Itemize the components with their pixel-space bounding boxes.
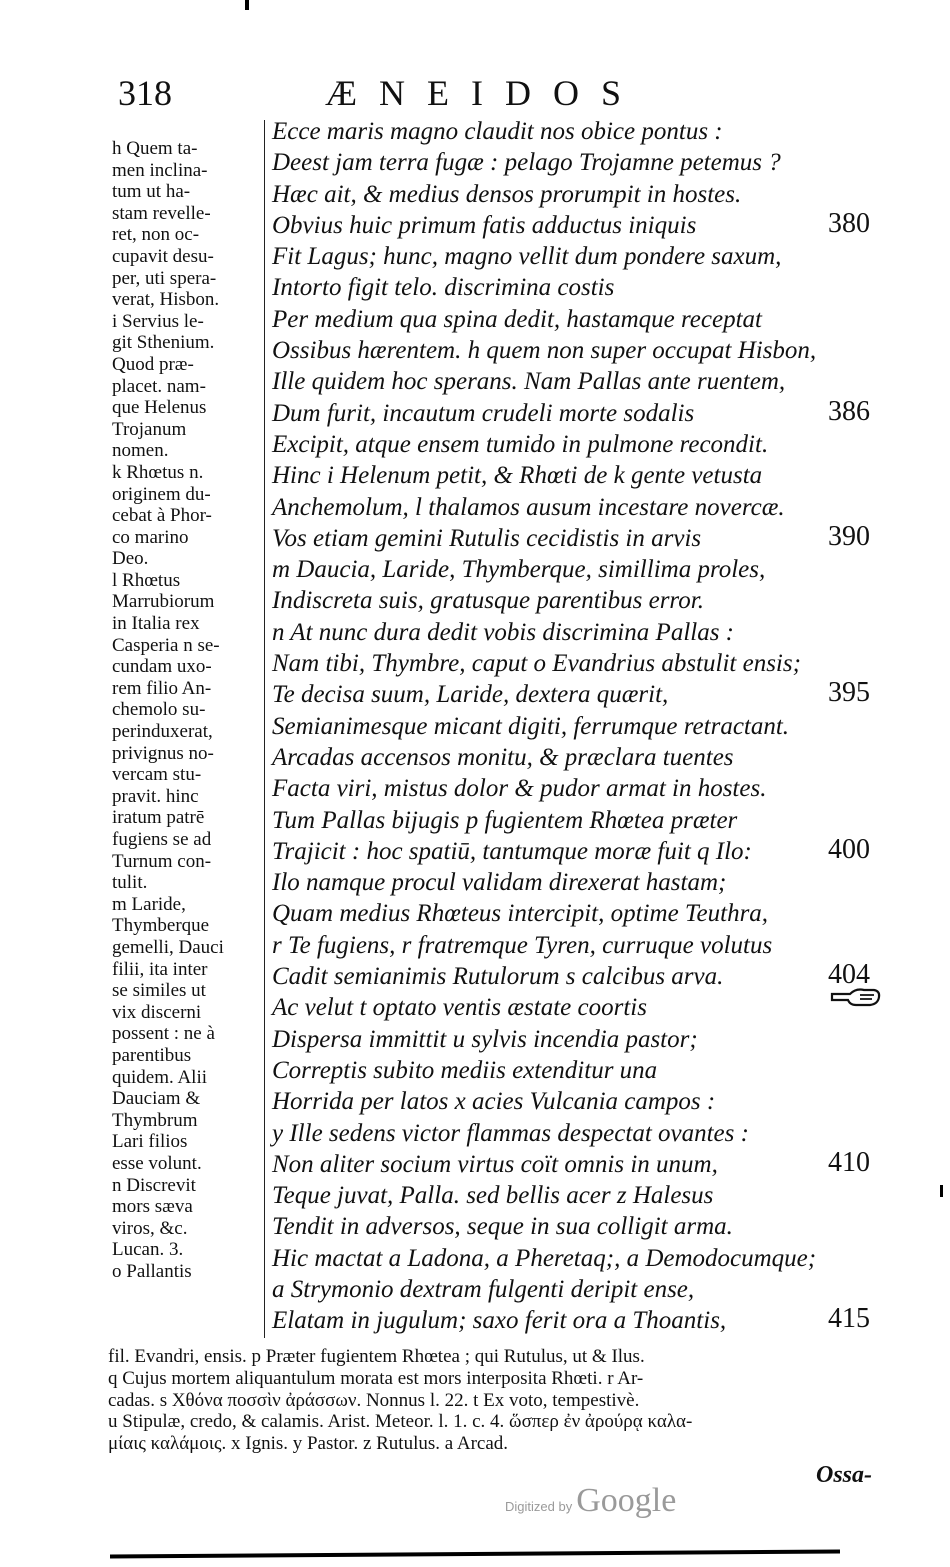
verse-text: Facta viri, mistus dolor & pudor armat in hostes. bbox=[272, 775, 767, 803]
verse-line bbox=[272, 366, 912, 397]
margin-notes bbox=[112, 138, 262, 1282]
margin-note-line: Marrubiorum bbox=[112, 591, 215, 613]
margin-note-line: fugiens se ad bbox=[112, 829, 212, 850]
margin-note-line: in Italia rex bbox=[112, 613, 200, 635]
verse-text: Intorto figit telo. discrimina costis bbox=[272, 274, 615, 302]
verse-text: Hic mactat a Ladona, a Pheretaq;, a Demodocumque; bbox=[272, 1244, 817, 1272]
margin-note-line: Casperia n se- bbox=[112, 634, 220, 656]
verse-text: Correptis subito mediis extenditur una bbox=[272, 1056, 658, 1084]
verse-text: Ac velut t optato ventis æstate coortis bbox=[272, 994, 647, 1022]
margin-note-line: pravit. hinc bbox=[112, 785, 199, 807]
verse-line bbox=[272, 1180, 912, 1211]
margin-note-line: tum ut ha- bbox=[112, 181, 191, 203]
watermark-brand: Google bbox=[576, 1482, 677, 1519]
verse-line bbox=[272, 1211, 912, 1242]
line-number: 400 bbox=[828, 833, 870, 865]
verse-text: Per medium qua spina dedit, hastamque receptat bbox=[272, 305, 762, 333]
verse-line bbox=[272, 116, 912, 147]
pointing-hand-icon bbox=[830, 984, 882, 1010]
verse-text: Te decisa suum, Laride, dextera quærit, bbox=[272, 681, 669, 709]
verse-column bbox=[272, 116, 912, 1337]
verse-line bbox=[272, 147, 912, 178]
margin-note-line: men inclina- bbox=[112, 159, 208, 181]
margin-note-line: vix discerni bbox=[112, 1001, 202, 1023]
margin-note-line: co marino bbox=[112, 526, 189, 548]
footnote-line: u Stipulæ, credo, & calamis. Arist. Meteor. l. 1. c. 4. ὥσπερ ἐν ἀρούρᾳ καλα- bbox=[108, 1411, 693, 1433]
margin-note-line: possent : ne à bbox=[112, 1023, 215, 1045]
verse-text: Tendit in adversos, seque in sua colligit arma. bbox=[272, 1213, 733, 1241]
verse-line bbox=[272, 272, 912, 303]
page-number: 318 bbox=[118, 73, 172, 113]
margin-note-line: mors sæva bbox=[112, 1196, 193, 1218]
verse-line bbox=[272, 1305, 912, 1336]
margin-note-line: Trojanum bbox=[112, 418, 187, 440]
verse-line bbox=[272, 742, 912, 773]
line-number: 404 bbox=[828, 959, 870, 991]
margin-note-line: gemelli, Dauci bbox=[112, 936, 224, 958]
verse-line bbox=[272, 429, 912, 460]
verse-text: Hæc ait, & medius densos prorumpit in hostes. bbox=[272, 180, 742, 208]
margin-note-line: viros, &c. bbox=[112, 1217, 188, 1239]
verse-line bbox=[272, 1118, 912, 1149]
verse-line bbox=[272, 1086, 912, 1117]
margin-note-line: esse volunt. bbox=[112, 1152, 202, 1174]
verse-text: m Daucia, Laride, Thymberque, simillima proles, bbox=[272, 556, 766, 584]
footnote-line: q Cujus mortem aliquantulum morata est mors interposita Rhœti. r Ar- bbox=[108, 1367, 644, 1389]
verse-line bbox=[272, 1055, 912, 1086]
margin-note-line: rem filio An- bbox=[112, 677, 212, 699]
watermark-prefix: Digitized by bbox=[505, 1499, 573, 1514]
verse-line bbox=[272, 520, 912, 554]
margin-note-line: Turnum con- bbox=[112, 850, 212, 872]
verse-line bbox=[272, 898, 912, 929]
margin-note-line: verat, Hisbon. bbox=[112, 289, 220, 311]
verse-line bbox=[272, 1024, 912, 1055]
margin-note-line: que Helenus bbox=[112, 397, 207, 419]
verse-text: n At nunc dura dedit vobis discrimina Pallas : bbox=[272, 618, 735, 646]
margin-note-line: Thymbrum bbox=[112, 1109, 198, 1131]
margin-note-line: se similes ut bbox=[112, 980, 206, 1002]
verse-text: Deest jam terra fugæ : pelago Trojamne petemus ? bbox=[272, 149, 781, 177]
verse-line bbox=[272, 1274, 912, 1305]
verse-line bbox=[272, 460, 912, 491]
margin-note-line: cupavit desu- bbox=[112, 245, 214, 267]
margin-note-line: m Laride, bbox=[112, 893, 186, 915]
verse-text: Excipit, atque ensem tumido in pulmone recondit. bbox=[272, 430, 769, 458]
margin-note-line: parentibus bbox=[112, 1044, 192, 1066]
verse-text: Ossibus hærentem. h quem non super occupat Hisbon, bbox=[272, 337, 817, 365]
margin-note-line: o Pallantis bbox=[112, 1260, 192, 1282]
digitized-watermark bbox=[505, 1482, 676, 1520]
verse-text: Cadit semianimis Rutulorum s calcibus arva. bbox=[272, 963, 724, 991]
verse-line bbox=[272, 554, 912, 585]
margin-note-line: originem du- bbox=[112, 483, 211, 505]
margin-note-line: cundam uxo- bbox=[112, 656, 212, 678]
margin-note-line: i Servius le- bbox=[112, 310, 204, 332]
verse-line bbox=[272, 805, 912, 836]
verse-line bbox=[272, 648, 912, 679]
verse-text: Obvius huic primum fatis adductus iniquis bbox=[272, 211, 697, 239]
verse-line bbox=[272, 241, 912, 272]
verse-text: Nam tibi, Thymbre, caput o Evandrius abstulit ensis; bbox=[272, 650, 801, 678]
verse-text: Tum Pallas bijugis p fugientem Rhœtea præter bbox=[272, 806, 738, 834]
margin-note-line: placet. nam- bbox=[112, 375, 206, 397]
verse-text: y Ille sedens victor flammas despectat ovantes : bbox=[272, 1119, 749, 1147]
margin-note-line: iratum patrē bbox=[112, 807, 205, 829]
margin-note-line: git Sthenium. bbox=[112, 332, 215, 354]
verse-line bbox=[272, 992, 912, 1023]
verse-text: r Te fugiens, r fratremque Tyren, curruque volutus bbox=[272, 931, 773, 959]
margin-note-line: Deo. bbox=[112, 548, 149, 570]
verse-text: Arcadas accensos monitu, & præclara tuentes bbox=[272, 743, 734, 771]
verse-text: Trajicit : hoc spatiū, tantumque moræ fuit q Ilo: bbox=[272, 837, 752, 865]
verse-text: Hinc i Helenum petit, & Rhœti de k gente vetusta bbox=[272, 462, 763, 490]
verse-line bbox=[272, 335, 912, 366]
running-head: ÆNEIDOS bbox=[325, 73, 644, 113]
margin-note-line: stam revelle- bbox=[112, 202, 211, 224]
margin-note-line: nomen. bbox=[112, 440, 169, 462]
margin-note-line: l Rhœtus bbox=[112, 569, 181, 591]
verse-line bbox=[272, 711, 912, 742]
margin-note-line: Quod præ- bbox=[112, 353, 194, 375]
verse-line bbox=[272, 1146, 912, 1180]
margin-note-line: per, uti spera- bbox=[112, 267, 217, 289]
margin-note-line: tulit. bbox=[112, 872, 148, 894]
verse-line bbox=[272, 585, 912, 616]
margin-note-line: Lucan. 3. bbox=[112, 1239, 184, 1261]
verse-text: Dum furit, incautum crudeli morte sodalis bbox=[272, 399, 695, 427]
verse-line bbox=[272, 617, 912, 648]
margin-note-line: vercam stu- bbox=[112, 764, 202, 786]
verse-line bbox=[272, 179, 912, 210]
verse-text: Ille quidem hoc sperans. Nam Pallas ante ruentem, bbox=[272, 368, 786, 396]
margin-note-line: chemolo su- bbox=[112, 699, 206, 721]
verse-text: Dispersa immittit u sylvis incendia pastor; bbox=[272, 1025, 698, 1053]
verse-line bbox=[272, 207, 912, 241]
verse-text: Anchemolum, l thalamos ausum incestare novercæ. bbox=[272, 493, 785, 521]
line-number: 380 bbox=[828, 207, 870, 239]
verse-text: Quam medius Rhœteus intercipit, optime Teuthra, bbox=[272, 900, 769, 928]
verse-text: Indiscreta suis, gratusque parentibus error. bbox=[272, 587, 704, 615]
scan-edge-mark bbox=[245, 0, 249, 10]
margin-note-line: k Rhœtus n. bbox=[112, 461, 204, 483]
line-number: 395 bbox=[828, 677, 870, 709]
line-number: 410 bbox=[828, 1146, 870, 1178]
verse-text: Teque juvat, Palla. sed bellis acer z Halesus bbox=[272, 1182, 714, 1210]
verse-text: Fit Lagus; hunc, magno vellit dum pondere saxum, bbox=[272, 243, 782, 271]
margin-note-line: ret, non oc- bbox=[112, 224, 200, 246]
verse-line bbox=[272, 930, 912, 961]
margin-note-line: filii, ita inter bbox=[112, 958, 208, 980]
margin-note-line: n Discrevit bbox=[112, 1174, 196, 1196]
footnote-line: μίαις καλάμοις. x Ignis. y Pastor. z Rutulus. a Arcad. bbox=[108, 1433, 509, 1455]
verse-text: Horrida per latos x acies Vulcania campos : bbox=[272, 1088, 716, 1116]
scan-edge-mark bbox=[940, 1185, 943, 1197]
verse-text: Ilo namque procul validam direxerat hastam; bbox=[272, 869, 727, 897]
verse-text: Non aliter socium virtus coït omnis in unum, bbox=[272, 1150, 718, 1178]
verse-line bbox=[272, 773, 912, 804]
footnote-line: fil. Evandri, ensis. p Præter fugientem Rhœtea ; qui Rutulus, ut & Ilus. bbox=[108, 1346, 645, 1367]
margin-note-line: cebat à Phor- bbox=[112, 505, 212, 527]
verse-line bbox=[272, 833, 912, 867]
margin-note-line: privignus no- bbox=[112, 742, 214, 764]
margin-note-line: Thymberque bbox=[112, 915, 210, 937]
catchword: Ossa- bbox=[816, 1462, 873, 1488]
verse-text: Ecce maris magno claudit nos obice pontus : bbox=[272, 118, 723, 145]
margin-note-line: Dauciam & bbox=[112, 1088, 201, 1110]
margin-note-line: Lari filios bbox=[112, 1131, 188, 1153]
margin-note-line: quidem. Alii bbox=[112, 1066, 207, 1088]
footnote-line: cadas. s Χθόνα ποσσὶν ἀράσσων. Nonnus l. 22. t Ex voto, tempestivè. bbox=[108, 1389, 640, 1411]
verse-text: Elatam in jugulum; saxo ferit ora a Thoantis, bbox=[272, 1307, 727, 1335]
margin-note-line: perinduxerat, bbox=[112, 721, 213, 743]
margin-note-line: h Quem ta- bbox=[112, 138, 198, 159]
verse-line bbox=[272, 679, 912, 710]
verse-line bbox=[272, 961, 912, 992]
verse-text: Vos etiam gemini Rutulis cecidistis in arvis bbox=[272, 524, 702, 552]
verse-text: Semianimesque micant digiti, ferrumque retractant. bbox=[272, 712, 790, 740]
scan-edge-mark bbox=[110, 1549, 840, 1558]
column-rule bbox=[264, 120, 265, 1338]
verse-text: a Strymonio dextram fulgenti deripit ense, bbox=[272, 1275, 695, 1303]
line-number: 386 bbox=[828, 395, 870, 427]
verse-line bbox=[272, 867, 912, 898]
verse-line bbox=[272, 492, 912, 523]
verse-line bbox=[272, 304, 912, 335]
line-number: 415 bbox=[828, 1303, 870, 1335]
line-number: 390 bbox=[828, 520, 870, 552]
verse-line bbox=[272, 395, 912, 429]
verse-line bbox=[272, 1243, 912, 1274]
page-header bbox=[0, 72, 950, 122]
footnotes bbox=[108, 1346, 888, 1455]
